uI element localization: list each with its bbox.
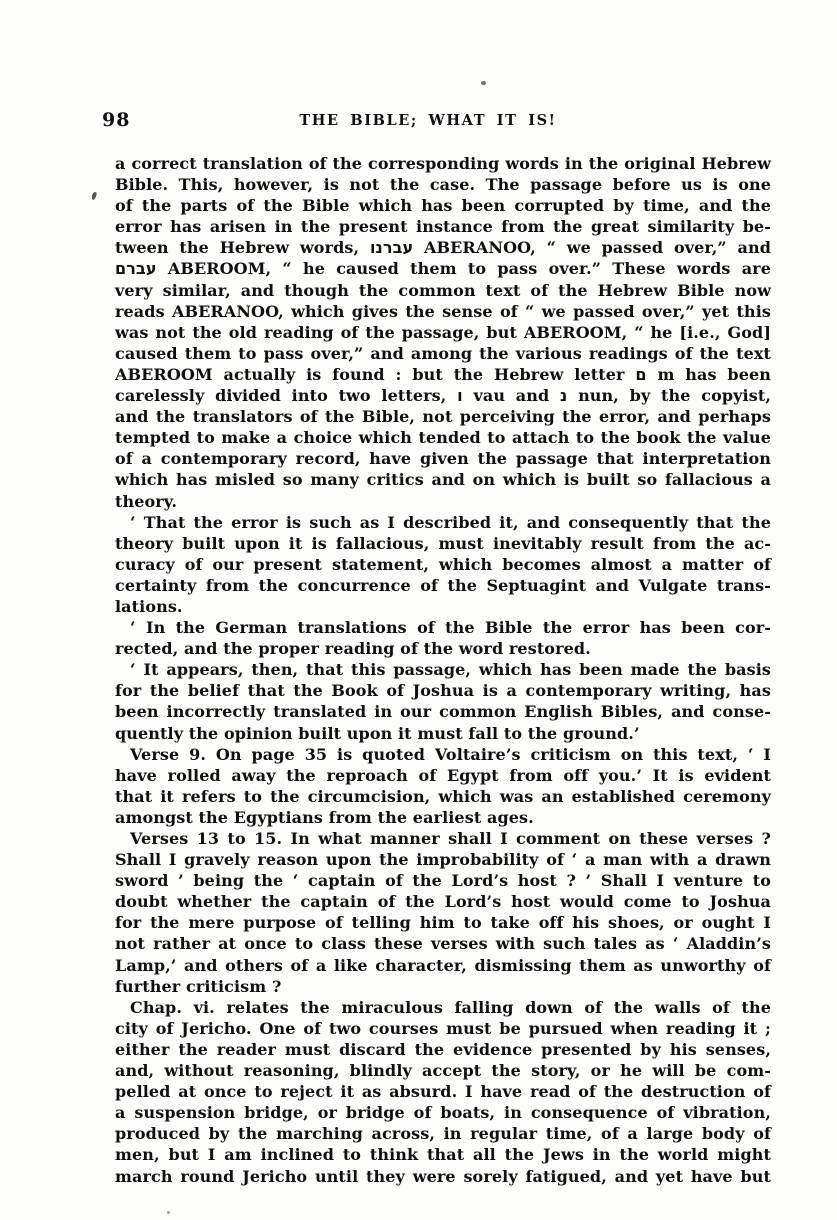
- text-line: that it refers to the circumcision, which was an established ceremony: [115, 786, 771, 806]
- text-line: for the belief that the Book of Joshua is a contemporary writing, has: [115, 681, 771, 701]
- text-line: theory built upon it is fallacious, must inevitably result from the ac-: [115, 533, 771, 553]
- text-line: עברם ABEROOM, “ he caused them to pass over.” These words are: [115, 259, 771, 279]
- scan-artifact: [481, 81, 486, 85]
- page-header: [102, 109, 771, 135]
- text-line: a suspension bridge, or bridge of boats, in consequence of vibration,: [115, 1103, 771, 1123]
- text-line: carelessly divided into two letters, ו vau and נ nun, by the copyist,: [115, 386, 772, 406]
- text-line: was not the old reading of the passage, but ABEROOM, “ he [i.e., God]: [115, 322, 771, 342]
- text-line: ‘ That the error is such as I described it, and consequently that the: [130, 512, 771, 532]
- text-line: Bible. This, however, is not the case. The passage before us is one: [115, 175, 771, 195]
- paragraph: [115, 997, 771, 1187]
- text-line: amongst the Egyptians from the earliest ages.: [115, 807, 534, 827]
- paragraph: [115, 744, 771, 828]
- text-line: very similar, and though the common text of the Hebrew Bible now: [115, 280, 771, 300]
- paragraph: [115, 153, 771, 512]
- text-line: doubt whether the captain of the Lord’s host would come to Joshua: [115, 892, 771, 912]
- text-line: and, without reasoning, blindly accept the story, or he will be com-: [115, 1061, 771, 1081]
- text-line: ‘ It appears, then, that this passage, which has been made the basis: [130, 660, 771, 680]
- text-line: curacy of our present statement, which becomes almost a matter of: [115, 554, 771, 574]
- text-line: a correct translation of the corresponding words in the original Hebrew: [115, 154, 771, 173]
- text-line: theory.: [115, 491, 178, 511]
- scan-artifact: [91, 192, 97, 201]
- running-title: THE BIBLE; WHAT IT IS!: [299, 112, 557, 129]
- text-line: error has arisen in the present instance from the great similarity be-: [115, 217, 771, 237]
- text-line: Lamp,’ and others of a like character, dismissing them as unworthy of: [115, 955, 771, 975]
- text-line: for the mere purpose of telling him to take off his shoes, or ought I: [115, 913, 771, 933]
- text-line: which has misled so many critics and on which is built so fallacious a: [115, 470, 771, 490]
- text-line: and the translators of the Bible, not perceiving the error, and perhaps: [115, 407, 771, 427]
- text-line: further criticism ?: [115, 976, 282, 996]
- text-line: ‘ In the German translations of the Bible the error has been cor-: [130, 618, 771, 638]
- text-line: city of Jericho. One of two courses must be pursued when reading it ;: [115, 1018, 771, 1038]
- text-line: lations.: [115, 596, 183, 616]
- text-line: sword ’ being the ‘ captain of the Lord’s host ? ’ Shall I venture to: [115, 871, 771, 891]
- text-line: produced by the marching across, in regular time, of a large body of: [115, 1124, 771, 1144]
- text-line: Verses 13 to 15. In what manner shall I comment on these verses ?: [130, 829, 771, 848]
- text-line: not rather at once to class these verses with such tales as ‘ Aladdin’s: [115, 934, 771, 954]
- paragraph: [115, 512, 771, 617]
- paragraph: [115, 617, 771, 659]
- text-line: either the reader must discard the evidence presented by his senses,: [115, 1039, 771, 1059]
- text-line: reads ABERANOO, which gives the sense of “ we passed over,” yet this: [115, 301, 771, 321]
- text-line: of a contemporary record, have given the passage that interpretation: [115, 449, 771, 469]
- text-line: Shall I gravely reason upon the improbability of ‘ a man with a drawn: [115, 850, 771, 870]
- text-line: rected, and the proper reading of the word restored.: [115, 639, 591, 659]
- text-line: march round Jericho until they were sorely fatigued, and yet have but: [115, 1166, 771, 1186]
- paragraph: [115, 828, 771, 997]
- page-number: 98: [102, 109, 131, 131]
- text-line: tween the Hebrew words, עברנו ABERANOO, “ we passed over,” and: [115, 238, 771, 258]
- text-line: caused them to pass over,” and among the various readings of the text: [115, 343, 771, 363]
- text-line: pelled at once to reject it as absurd. I have read of the destruction of: [115, 1082, 771, 1102]
- text-line: quently the opinion built upon it must fall to the ground.’: [115, 723, 640, 743]
- text-line: certainty from the concurrence of the Septuagint and Vulgate trans-: [115, 575, 771, 595]
- text-line: ABEROOM actually is found : but the Hebrew letter ם m has been: [115, 364, 771, 384]
- text-line: Verse 9. On page 35 is quoted Voltaire’s criticism on this text, ‘ I: [130, 744, 771, 764]
- text-line: have rolled away the reproach of Egypt from off you.’ It is evident: [115, 765, 771, 785]
- text-line: tempted to make a choice which tended to attach to the book the value: [115, 428, 771, 448]
- paragraph: [115, 659, 771, 743]
- page-body-text: [115, 153, 771, 1187]
- text-line: Chap. vi. relates the miraculous falling down of the walls of the: [130, 997, 771, 1017]
- scan-artifact: [167, 1211, 170, 1214]
- text-line: of the parts of the Bible which has been corrupted by time, and the: [115, 196, 771, 216]
- text-line: men, but I am inclined to think that all the Jews in the world might: [115, 1145, 771, 1165]
- text-line: been incorrectly translated in our common English Bibles, and conse-: [115, 702, 771, 722]
